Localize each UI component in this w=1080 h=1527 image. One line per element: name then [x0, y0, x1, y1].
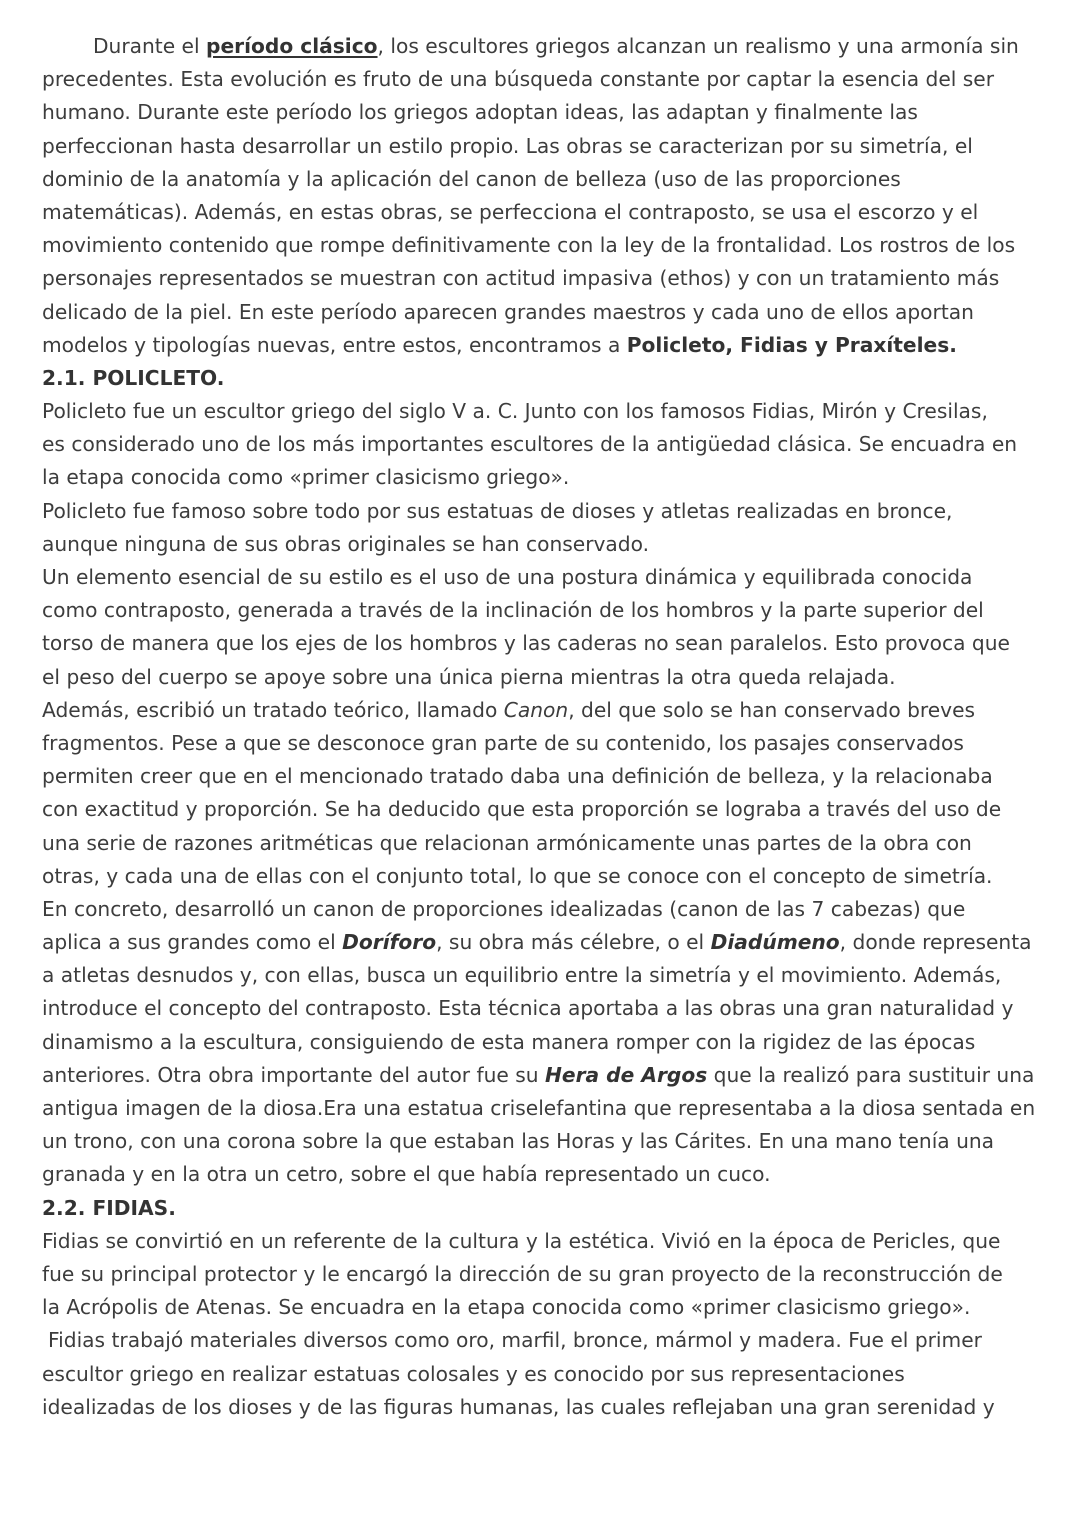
- sculptors-list: Policleto, Fidias y Praxíteles.: [626, 332, 957, 357]
- text-line: idealizadas de los dioses y de las figuras humanas, las cuales reflejaban una gran serenidad y: [42, 1394, 995, 1419]
- text-line: antigua imagen de la diosa.Era una estatua criselefantina que representaba a la diosa sentada en: [42, 1096, 1036, 1120]
- text-line: humano. Durante este período los griegos adoptan ideas, las adaptan y finalmente las: [42, 100, 918, 125]
- document-body: [42, 30, 1042, 1424]
- text-line: la etapa conocida como «primer clasicismo griego».: [42, 465, 570, 490]
- text-line: es considerado uno de los más importantes escultores de la antigüedad clásica. Se encuadra en: [42, 432, 1018, 457]
- text-line: precedentes. Esta evolución es fruto de una búsqueda constante por captar la esencia del ser: [42, 67, 995, 92]
- text-line: Policleto fue un escultor griego del siglo V a. C. Junto con los famosos Fidias, Mirón y Cresilas,: [42, 399, 988, 424]
- text-line: escultor griego en realizar estatuas colosales y es conocido por sus representaciones: [42, 1361, 905, 1386]
- text-line: como contraposto, generada a través de la inclinación de los hombros y la parte superior del: [42, 598, 984, 623]
- text-line: una serie de razones aritméticas que relacionan armónicamente unas partes de la obra con: [42, 830, 972, 855]
- intro-paragraph: [42, 30, 1042, 362]
- section-heading-policleto: 2.1. POLICLETO.: [42, 365, 225, 390]
- text-line: dinamismo a la escultura, consiguiendo de esta manera romper con la rigidez de las épocas: [42, 1029, 976, 1054]
- text-line: Fidias se convirtió en un referente de la cultura y la estética. Vivió en la época de Pericles, que: [42, 1228, 1001, 1253]
- text-line: matemáticas). Además, en estas obras, se perfecciona el contraposto, se usa el escorzo y el: [42, 199, 979, 224]
- text-line: otras, y cada una de ellas con el conjunto total, lo que se conoce con el concepto de simetría.: [42, 863, 993, 888]
- text-line: perfeccionan hasta desarrollar un estilo propio. Las obras se caracterizan por su simetría, el: [42, 133, 973, 158]
- text-line: aunque ninguna de sus obras originales se han conservado.: [42, 531, 650, 556]
- work-doriforo: Doríforo: [342, 930, 437, 955]
- canon-title: Canon: [503, 697, 569, 722]
- text-line: permiten creer que en el mencionado tratado daba una definición de belleza, y la relacionaba: [42, 764, 993, 789]
- text-line: la Acrópolis de Atenas. Se encuadra en la etapa conocida como «primer clasicismo griego».: [42, 1295, 971, 1320]
- text-line: torso de manera que los ejes de los hombros y las caderas no sean paralelos. Esto provoca que: [42, 631, 1010, 656]
- section-policleto: [42, 362, 1042, 1192]
- text-line: fue su principal protector y le encargó la dirección de su gran proyecto de la reconstrucción de: [42, 1261, 1003, 1286]
- text-line: un trono, con una corona sobre la que estaban las Horas y las Cárites. En una mano tenía una: [42, 1129, 995, 1154]
- text-line: movimiento contenido que rompe definitivamente con la ley de la frontalidad. Los rostros de los: [42, 233, 1016, 258]
- text-line: fragmentos. Pese a que se desconoce gran parte de su contenido, los pasajes conservados: [42, 730, 964, 755]
- section-fidias: [42, 1192, 1042, 1424]
- text-line: En concreto, desarrolló un canon de proporciones idealizadas (canon de las 7 cabezas) que: [42, 896, 966, 921]
- work-diadumeno: Diadúmeno: [710, 930, 840, 955]
- work-hera-de-argos: Hera de Argos: [544, 1062, 708, 1087]
- text-line: Durante el período clásico, los escultores griegos alcanzan un realismo y una armonía sin: [93, 34, 1019, 58]
- periodo-clasico-link[interactable]: período clásico: [206, 34, 378, 58]
- text-line: Además, escribió un tratado teórico, llamado Canon, del que solo se han conservado breves: [42, 697, 976, 722]
- text-line: introduce el concepto del contraposto. Esta técnica aportaba a las obras una gran naturalidad y: [42, 996, 1014, 1021]
- section-heading-fidias: 2.2. FIDIAS.: [42, 1195, 176, 1220]
- text-line: Un elemento esencial de su estilo es el uso de una postura dinámica y equilibrada conocida: [42, 565, 973, 589]
- text-line: el peso del cuerpo se apoye sobre una única pierna mientras la otra queda relajada.: [42, 664, 896, 689]
- text-line: Policleto fue famoso sobre todo por sus estatuas de dioses y atletas realizadas en bronce,: [42, 498, 953, 523]
- text-line: modelos y tipologías nuevas, entre estos, encontramos a Policleto, Fidias y Praxíteles.: [42, 332, 957, 357]
- text-line: anteriores. Otra obra importante del autor fue su Hera de Argos que la realizó para sustituir una: [42, 1062, 1035, 1087]
- text-line: dominio de la anatomía y la aplicación del canon de belleza (uso de las proporciones: [42, 166, 901, 191]
- text-line: con exactitud y proporción. Se ha deducido que esta proporción se lograba a través del uso de: [42, 797, 1002, 822]
- text-line: Fidias trabajó materiales diversos como oro, marfil, bronce, mármol y madera. Fue el primer: [48, 1328, 982, 1353]
- text-line: personajes representados se muestran con actitud impasiva (ethos) y con un tratamiento más: [42, 266, 1000, 291]
- text-line: a atletas desnudos y, con ellas, busca un equilibrio entre la simetría y el movimiento. Además,: [42, 963, 1002, 988]
- text-line: granada y en la otra un cetro, sobre el que había representado un cuco.: [42, 1162, 771, 1187]
- text-line: delicado de la piel. En este período aparecen grandes maestros y cada uno de ellos aportan: [42, 299, 974, 324]
- text-line: aplica a sus grandes como el Doríforo, su obra más célebre, o el Diadúmeno, donde representa: [42, 930, 1032, 955]
